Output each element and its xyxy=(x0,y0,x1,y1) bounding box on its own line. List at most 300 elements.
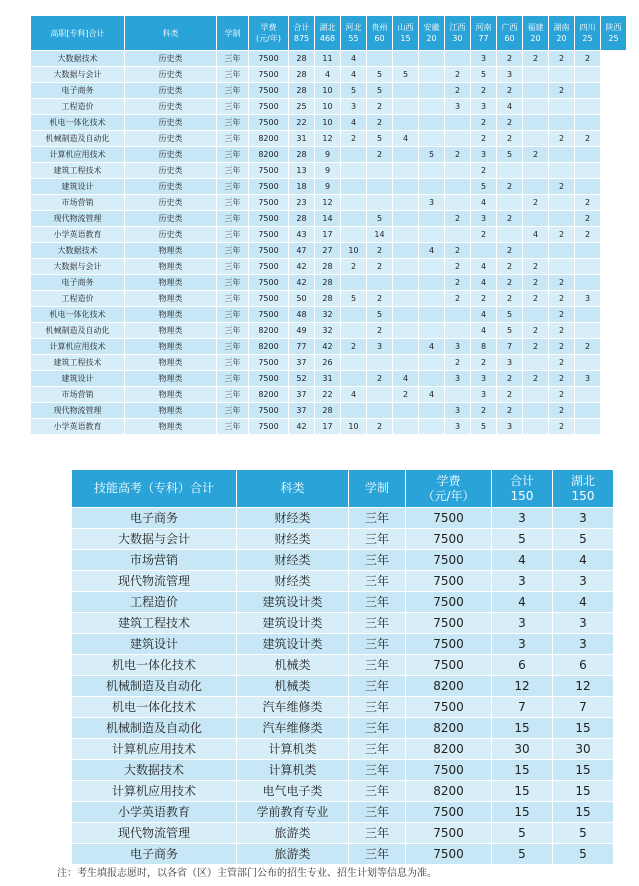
table-cell xyxy=(575,275,601,291)
table-cell: 2 xyxy=(445,211,471,227)
table-cell xyxy=(445,195,471,211)
table-cell: 三年 xyxy=(349,508,406,529)
table-cell: 物理类 xyxy=(125,323,217,339)
table-cell: 15 xyxy=(492,718,553,739)
table-cell: 2 xyxy=(367,323,393,339)
table-cell: 2 xyxy=(523,259,549,275)
table-cell xyxy=(549,115,575,131)
table-cell: 财经类 xyxy=(237,529,349,550)
table-cell: 三年 xyxy=(349,676,406,697)
table-cell: 48 xyxy=(289,307,315,323)
table-cell: 7500 xyxy=(406,844,492,865)
table-cell xyxy=(419,403,445,419)
table-cell: 4 xyxy=(419,243,445,259)
table-cell xyxy=(419,323,445,339)
table-cell: 5 xyxy=(471,179,497,195)
header-total xyxy=(289,16,315,51)
table-cell: 三年 xyxy=(217,307,249,323)
table-cell: 13 xyxy=(289,163,315,179)
table-cell: 30 xyxy=(492,739,553,760)
table-cell: 现代物流管理 xyxy=(72,571,237,592)
table-cell xyxy=(523,131,549,147)
table-cell: 7500 xyxy=(249,67,289,83)
table-cell: 电子商务 xyxy=(72,508,237,529)
table-cell xyxy=(549,67,575,83)
table-cell: 小学英语教育 xyxy=(31,419,125,435)
table-row xyxy=(72,718,614,739)
table-cell xyxy=(419,67,445,83)
table-cell: 2 xyxy=(445,243,471,259)
table-cell: 三年 xyxy=(349,718,406,739)
table-cell: 37 xyxy=(289,387,315,403)
table-cell xyxy=(419,211,445,227)
table-cell: 三年 xyxy=(349,781,406,802)
table-cell xyxy=(445,131,471,147)
table-cell: 市场营销 xyxy=(31,387,125,403)
table-cell: 三年 xyxy=(217,419,249,435)
header-province: 山西 15 xyxy=(393,16,419,51)
table-cell: 7 xyxy=(492,697,553,718)
table-cell: 2 xyxy=(549,419,575,435)
table-cell: 2 xyxy=(575,51,601,67)
table-cell: 7500 xyxy=(406,613,492,634)
table-cell: 28 xyxy=(289,51,315,67)
table-cell xyxy=(393,115,419,131)
table-cell: 现代物流管理 xyxy=(31,211,125,227)
table-cell: 7500 xyxy=(249,195,289,211)
table-cell: 12 xyxy=(315,195,341,211)
table-cell: 47 xyxy=(289,243,315,259)
table-row xyxy=(72,676,614,697)
table-cell xyxy=(393,179,419,195)
table-cell: 17 xyxy=(315,227,341,243)
table-cell: 历史类 xyxy=(125,179,217,195)
table-cell: 8200 xyxy=(249,387,289,403)
table-row xyxy=(31,211,627,227)
table-cell xyxy=(575,307,601,323)
table-cell: 30 xyxy=(553,739,614,760)
table-row xyxy=(72,571,614,592)
table-cell: 3 xyxy=(575,291,601,307)
table-cell: 三年 xyxy=(217,323,249,339)
table-cell: 建筑设计类 xyxy=(237,613,349,634)
table-cell: 15 xyxy=(553,802,614,823)
table-cell: 7500 xyxy=(406,550,492,571)
table-cell: 大数据与会计 xyxy=(72,529,237,550)
table-cell: 三年 xyxy=(349,529,406,550)
header-title: 高职[专科]合计 xyxy=(31,16,125,51)
admission-plan-table-general xyxy=(30,15,627,435)
table-cell: 9 xyxy=(315,179,341,195)
table-cell: 2 xyxy=(367,371,393,387)
table-cell xyxy=(367,387,393,403)
table-cell: 物理类 xyxy=(125,307,217,323)
table-row xyxy=(31,83,627,99)
table-cell xyxy=(575,99,601,115)
table-cell xyxy=(445,227,471,243)
table-cell: 2 xyxy=(575,211,601,227)
table-cell: 2 xyxy=(497,115,523,131)
table-cell: 2 xyxy=(445,355,471,371)
table-cell: 2 xyxy=(497,211,523,227)
table-cell: 3 xyxy=(471,387,497,403)
table-row xyxy=(31,339,627,355)
table-cell: 5 xyxy=(367,211,393,227)
table-cell: 5 xyxy=(497,323,523,339)
table-cell: 现代物流管理 xyxy=(72,823,237,844)
table-cell: 7500 xyxy=(249,179,289,195)
table-cell: 7500 xyxy=(406,760,492,781)
header-category: 科类 xyxy=(125,16,217,51)
table-cell: 4 xyxy=(341,387,367,403)
table-cell xyxy=(367,51,393,67)
table-cell: 4 xyxy=(393,371,419,387)
table-cell: 5 xyxy=(553,529,614,550)
table-cell xyxy=(549,211,575,227)
table-cell xyxy=(523,387,549,403)
table-cell: 32 xyxy=(315,307,341,323)
table-cell: 7500 xyxy=(249,291,289,307)
table-cell: 4 xyxy=(419,339,445,355)
table-cell: 7 xyxy=(497,339,523,355)
table-cell: 2 xyxy=(367,99,393,115)
table-cell: 三年 xyxy=(217,99,249,115)
table-cell: 2 xyxy=(497,243,523,259)
table-cell: 7 xyxy=(553,697,614,718)
table-cell: 5 xyxy=(492,844,553,865)
table-cell: 2 xyxy=(497,179,523,195)
table-cell: 2 xyxy=(497,275,523,291)
table-cell: 7500 xyxy=(406,655,492,676)
table-cell: 2 xyxy=(575,131,601,147)
table-cell: 4 xyxy=(471,323,497,339)
table-cell: 27 xyxy=(315,243,341,259)
table-cell: 2 xyxy=(471,403,497,419)
province-value: 150 xyxy=(571,488,595,503)
table-cell: 2 xyxy=(523,147,549,163)
table-cell: 4 xyxy=(523,227,549,243)
table-cell: 4 xyxy=(492,592,553,613)
table-cell: 2 xyxy=(497,83,523,99)
table-cell: 2 xyxy=(471,131,497,147)
table-cell: 2 xyxy=(523,51,549,67)
table-cell xyxy=(445,323,471,339)
table-cell: 计算机应用技术 xyxy=(72,739,237,760)
table-cell: 7500 xyxy=(249,83,289,99)
table-cell xyxy=(523,163,549,179)
table-cell: 2 xyxy=(445,259,471,275)
table-cell: 3 xyxy=(492,571,553,592)
table-cell: 4 xyxy=(497,99,523,115)
table-cell: 8200 xyxy=(249,339,289,355)
table-cell xyxy=(523,355,549,371)
table-cell xyxy=(549,147,575,163)
table-cell: 7500 xyxy=(249,419,289,435)
table-row xyxy=(72,508,614,529)
table-cell: 14 xyxy=(315,211,341,227)
table-cell xyxy=(419,291,445,307)
table-cell xyxy=(419,179,445,195)
table-cell: 2 xyxy=(523,195,549,211)
table-cell: 计算机类 xyxy=(237,760,349,781)
table-cell xyxy=(367,179,393,195)
table-cell xyxy=(419,307,445,323)
table-cell xyxy=(549,195,575,211)
table-cell xyxy=(393,147,419,163)
table-cell xyxy=(445,179,471,195)
table-cell xyxy=(523,179,549,195)
table-cell xyxy=(341,179,367,195)
table-cell: 财经类 xyxy=(237,550,349,571)
table-cell: 大数据技术 xyxy=(31,51,125,67)
table-cell xyxy=(393,211,419,227)
table-cell: 机械制造及自动化 xyxy=(31,323,125,339)
table-cell: 7500 xyxy=(249,275,289,291)
header-province: 陕西 25 xyxy=(601,16,627,51)
table-cell: 2 xyxy=(497,51,523,67)
table-cell: 建筑设计 xyxy=(31,179,125,195)
table-row xyxy=(31,323,627,339)
table-cell: 3 xyxy=(492,508,553,529)
table-cell xyxy=(393,355,419,371)
total-value: 875 xyxy=(293,34,310,43)
table-cell xyxy=(445,387,471,403)
table-cell xyxy=(445,115,471,131)
table-cell: 三年 xyxy=(217,243,249,259)
table-cell xyxy=(523,419,549,435)
table-cell: 物理类 xyxy=(125,339,217,355)
table-cell xyxy=(393,323,419,339)
table-cell: 2 xyxy=(549,179,575,195)
table-cell: 3 xyxy=(575,371,601,387)
table-cell: 7500 xyxy=(249,99,289,115)
table-cell: 3 xyxy=(497,419,523,435)
table-cell: 8200 xyxy=(406,739,492,760)
table-cell xyxy=(393,83,419,99)
table-cell: 2 xyxy=(523,371,549,387)
table-cell: 4 xyxy=(341,51,367,67)
table-row xyxy=(72,697,614,718)
table-cell xyxy=(523,99,549,115)
table-cell: 三年 xyxy=(349,823,406,844)
table-cell xyxy=(549,259,575,275)
table-cell: 2 xyxy=(341,339,367,355)
table-row xyxy=(72,739,614,760)
table-cell: 14 xyxy=(367,227,393,243)
table-cell: 2 xyxy=(445,291,471,307)
table-cell xyxy=(523,243,549,259)
table-body xyxy=(72,508,614,865)
table-cell: 2 xyxy=(497,387,523,403)
table-cell: 工程造价 xyxy=(31,99,125,115)
table-cell: 28 xyxy=(315,291,341,307)
table-cell: 3 xyxy=(445,403,471,419)
table-cell: 三年 xyxy=(217,163,249,179)
table-cell: 5 xyxy=(367,67,393,83)
table-cell: 三年 xyxy=(217,227,249,243)
table-row xyxy=(31,259,627,275)
header-province: 福建 20 xyxy=(523,16,549,51)
table-cell: 2 xyxy=(523,275,549,291)
header-province: 湖北 468 xyxy=(315,16,341,51)
table-cell: 2 xyxy=(549,339,575,355)
table-cell: 三年 xyxy=(349,655,406,676)
table-cell xyxy=(393,291,419,307)
table-cell: 市场营销 xyxy=(72,550,237,571)
table-cell xyxy=(445,163,471,179)
table-cell xyxy=(393,195,419,211)
table-cell: 11 xyxy=(315,51,341,67)
table-cell: 三年 xyxy=(217,371,249,387)
table-cell: 6 xyxy=(553,655,614,676)
header-province xyxy=(553,470,614,508)
footnote: 注：考生填报志愿时，以各省（区）主管部门公布的招生专业、招生计划等信息为准。 xyxy=(57,868,437,879)
table-cell: 31 xyxy=(315,371,341,387)
table-cell: 42 xyxy=(289,259,315,275)
table-cell: 3 xyxy=(471,51,497,67)
table-row xyxy=(31,115,627,131)
table-row xyxy=(31,355,627,371)
header-duration: 学制 xyxy=(217,16,249,51)
table-cell: 12 xyxy=(315,131,341,147)
table-cell: 历史类 xyxy=(125,211,217,227)
table-cell: 三年 xyxy=(217,51,249,67)
table-cell: 5 xyxy=(497,147,523,163)
table-header-row xyxy=(31,16,627,51)
table-cell: 机械类 xyxy=(237,655,349,676)
table-cell xyxy=(549,99,575,115)
table-cell: 工程造价 xyxy=(31,291,125,307)
table-row xyxy=(31,51,627,67)
table-cell: 17 xyxy=(315,419,341,435)
table-cell: 物理类 xyxy=(125,371,217,387)
table-cell: 建筑设计类 xyxy=(237,634,349,655)
table-cell xyxy=(393,99,419,115)
table-cell: 7500 xyxy=(249,211,289,227)
fee-unit: （元/年） xyxy=(422,488,475,503)
table-row xyxy=(31,291,627,307)
table-cell: 历史类 xyxy=(125,163,217,179)
table-cell xyxy=(367,403,393,419)
table-cell: 4 xyxy=(471,259,497,275)
table-cell xyxy=(393,51,419,67)
table-cell: 电子商务 xyxy=(31,275,125,291)
table-cell: 2 xyxy=(549,387,575,403)
table-cell: 3 xyxy=(497,67,523,83)
table-row xyxy=(72,613,614,634)
table-row xyxy=(31,67,627,83)
table-cell: 7500 xyxy=(249,115,289,131)
table-cell: 历史类 xyxy=(125,227,217,243)
table-cell: 5 xyxy=(367,307,393,323)
table-cell: 4 xyxy=(341,67,367,83)
table-row xyxy=(31,195,627,211)
table-cell: 三年 xyxy=(217,291,249,307)
table-cell: 6 xyxy=(492,655,553,676)
table-cell xyxy=(575,147,601,163)
table-cell: 三年 xyxy=(349,844,406,865)
table-cell: 2 xyxy=(575,227,601,243)
table-cell: 2 xyxy=(341,259,367,275)
table-cell: 三年 xyxy=(217,355,249,371)
table-cell xyxy=(341,355,367,371)
table-cell xyxy=(341,227,367,243)
table-cell: 建筑设计类 xyxy=(237,592,349,613)
table-cell xyxy=(419,51,445,67)
table-cell: 7500 xyxy=(406,529,492,550)
table-cell: 5 xyxy=(497,307,523,323)
table-cell: 三年 xyxy=(349,697,406,718)
table-cell xyxy=(393,243,419,259)
table-cell: 2 xyxy=(445,275,471,291)
table-cell xyxy=(341,195,367,211)
table-cell: 28 xyxy=(315,275,341,291)
table-cell: 28 xyxy=(289,67,315,83)
table-cell: 4 xyxy=(471,275,497,291)
table-cell: 28 xyxy=(315,259,341,275)
table-cell: 物理类 xyxy=(125,387,217,403)
table-cell: 18 xyxy=(289,179,315,195)
table-cell: 3 xyxy=(445,371,471,387)
table-cell: 物理类 xyxy=(125,403,217,419)
table-cell: 2 xyxy=(523,323,549,339)
table-cell: 三年 xyxy=(217,211,249,227)
table-cell: 机电一体化技术 xyxy=(72,697,237,718)
table-cell xyxy=(549,243,575,259)
table-cell xyxy=(341,211,367,227)
table-cell: 3 xyxy=(341,99,367,115)
table-cell xyxy=(419,419,445,435)
header-province: 四川 25 xyxy=(575,16,601,51)
table-cell: 三年 xyxy=(217,115,249,131)
table-cell xyxy=(393,307,419,323)
table-row xyxy=(72,550,614,571)
table-cell: 2 xyxy=(523,339,549,355)
table-cell: 8200 xyxy=(406,781,492,802)
table-cell: 12 xyxy=(553,676,614,697)
table-cell xyxy=(445,51,471,67)
table-cell: 三年 xyxy=(349,634,406,655)
table-cell: 三年 xyxy=(349,613,406,634)
table-cell: 10 xyxy=(341,419,367,435)
table-cell xyxy=(575,83,601,99)
table-cell: 4 xyxy=(553,592,614,613)
table-cell xyxy=(341,371,367,387)
table-cell: 7500 xyxy=(406,571,492,592)
table-cell xyxy=(523,83,549,99)
table-cell: 2 xyxy=(549,403,575,419)
table-cell xyxy=(575,179,601,195)
table-cell: 2 xyxy=(575,195,601,211)
table-cell: 计算机类 xyxy=(237,739,349,760)
table-cell: 物理类 xyxy=(125,419,217,435)
table-cell: 5 xyxy=(367,83,393,99)
header-province: 河北 55 xyxy=(341,16,367,51)
table-cell: 计算机应用技术 xyxy=(31,147,125,163)
table-cell: 2 xyxy=(471,115,497,131)
table-cell xyxy=(575,419,601,435)
table-cell: 2 xyxy=(393,387,419,403)
table-cell: 三年 xyxy=(217,195,249,211)
table-cell: 4 xyxy=(315,67,341,83)
table-row xyxy=(31,227,627,243)
table-cell xyxy=(419,99,445,115)
table-cell: 28 xyxy=(289,147,315,163)
table-cell xyxy=(341,323,367,339)
table-cell: 7500 xyxy=(406,508,492,529)
admission-plan-table-skills xyxy=(71,469,614,865)
table-cell: 3 xyxy=(471,371,497,387)
